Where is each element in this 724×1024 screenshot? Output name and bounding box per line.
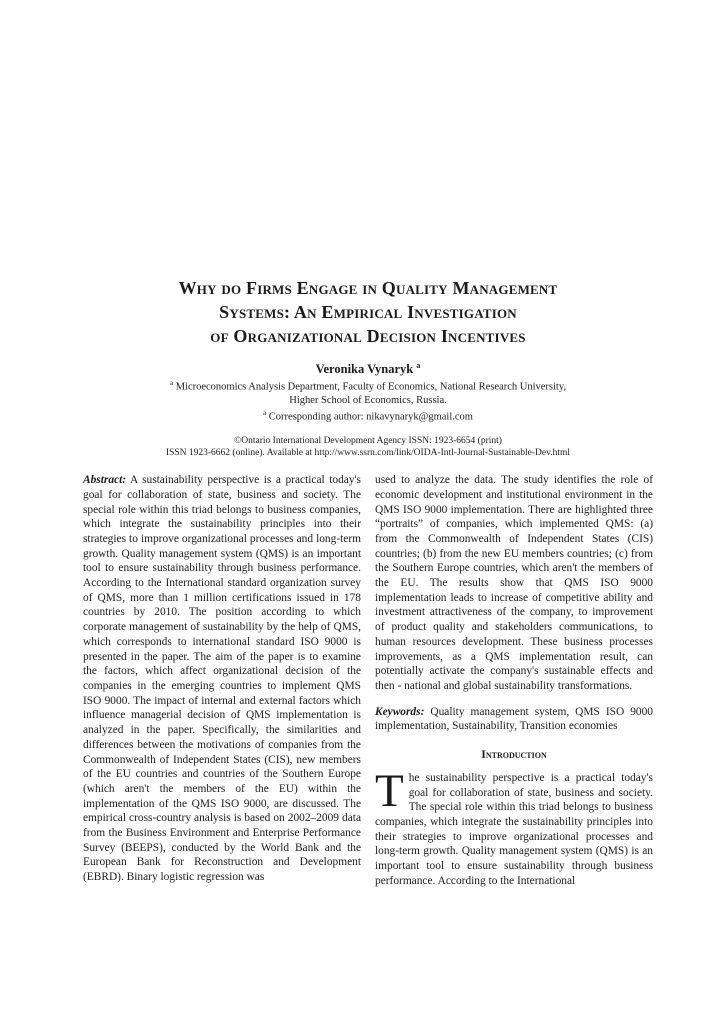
- affiliation-marker: a: [169, 379, 174, 388]
- author-name-text: Veronika Vynaryk: [315, 362, 414, 377]
- keywords-text: Quality management system, QMS ISO 9000 implementation, Sustainability, Transition economies: [375, 705, 653, 733]
- two-column-body: [83, 473, 653, 888]
- author-name: [83, 361, 653, 377]
- drop-cap: T: [375, 764, 404, 817]
- page-content: [83, 276, 653, 888]
- affiliation-text-2: Higher School of Economics, Russia.: [289, 394, 447, 406]
- corresponding-author-line: [83, 407, 653, 424]
- abstract-label: Abstract:: [83, 474, 127, 487]
- affiliation-text-1: Microeconomics Analysis Department, Faculty of Economics, National Research University,: [175, 381, 567, 393]
- introduction-paragraph: [375, 764, 653, 889]
- corresponding-text: Corresponding author: nikavynaryk@gmail.com: [268, 411, 473, 423]
- abstract-continuation-paragraph: [375, 473, 653, 694]
- author-affiliation-line-2: [83, 394, 653, 407]
- right-column: [375, 473, 653, 888]
- introduction-text: he sustainability perspective is a practical today's goal for collaboration of state, business and society. The special role within this triad belongs to business companies, which integrate the sustainability principles into their strategies to improve organizational processes and long-term growth. Quality management system (QMS) is an important tool to ensure sustainability through business performance. According to the International: [375, 771, 653, 887]
- paper-title-line-1: Why do Firms Engage in Quality Management: [178, 278, 558, 298]
- left-column: [83, 473, 361, 888]
- author-affiliation-marker: a: [416, 361, 421, 370]
- imprint-line-1: ©Ontario International Development Agency ISSN: 1923-6654 (print): [234, 436, 502, 447]
- paper-title-line-3: of Organizational Decision Incentives: [210, 326, 526, 346]
- abstract-text-right: used to analyze the data. The study identifies the role of economic development and institutional environment in the QMS ISO 9000 implementation. There are highlighted three “portraits” of companies, which implemented QMS: (a) from the Commonwealth of Independent States (CIS) countries; (b) from the new EU members countries; (c) from the Southern Europe countries, which aren't the members of the EU. The results show that QMS ISO 9000 implementation leads to increase of competitive ability and investment attractiveness of the company, to improvement of product quality and stakeholders communications, to human resources development. These business processes improvements, as a QMS implementation result, can potentially activate the company's sustainable effects and then - national and global sustainability transformations.: [375, 474, 653, 692]
- corresponding-marker: a: [263, 408, 267, 417]
- title-block: [83, 276, 653, 348]
- abstract-text-left: A sustainability perspective is a practical today's goal for collaboration of state, business and society. The special role within this triad belongs to business companies, which integrate the sustainability principles into their strategies to improve organizational processes and long-term growth. Quality management system (QMS) is an important tool to ensure sustainability through business performance. According to the International standard organization survey of QMS, more than 1 million certifications issued in 178 countries by 2010. The position according to which corporate management of sustainability by the help of QMS, which corresponds to international standard ISO 9000 is presented in the paper. The aim of the paper is to examine the factors, which affect organizational decision of the companies in the emerging countries to implement QMS ISO 9000. The impact of internal and external factors which influence managerial decision of QMS implementation is analyzed in the paper. Specifically, the similarities and differences between the motivations of companies from the Commonwealth of Independent States (CIS), new members of the EU countries and countries of the Southern Europe (which aren't the members of the EU) within the implementation of the QMS ISO 9000, are discussed. The empirical cross-country analysis is based on 2002–2009 data from the Business Environment and Enterprise Performance Survey (BEEPS), conducted by the World Bank and the European Bank for Reconstruction and Development (EBRD). Binary logistic regression was: [83, 474, 361, 884]
- abstract-paragraph: [83, 473, 361, 885]
- keywords-paragraph: [375, 705, 653, 734]
- journal-imprint: [83, 435, 653, 459]
- introduction-heading: Introduction: [481, 747, 547, 762]
- paper-title-line-2: Systems: An Empirical Investigation: [219, 302, 517, 322]
- keywords-label: Keywords:: [375, 705, 425, 718]
- imprint-line-2: ISSN 1923-6662 (online). Available at http://www.ssrn.com/link/OIDA-Intl-Journal-Sustainable-Dev.html: [165, 448, 571, 459]
- author-affiliation-line-1: [83, 377, 653, 394]
